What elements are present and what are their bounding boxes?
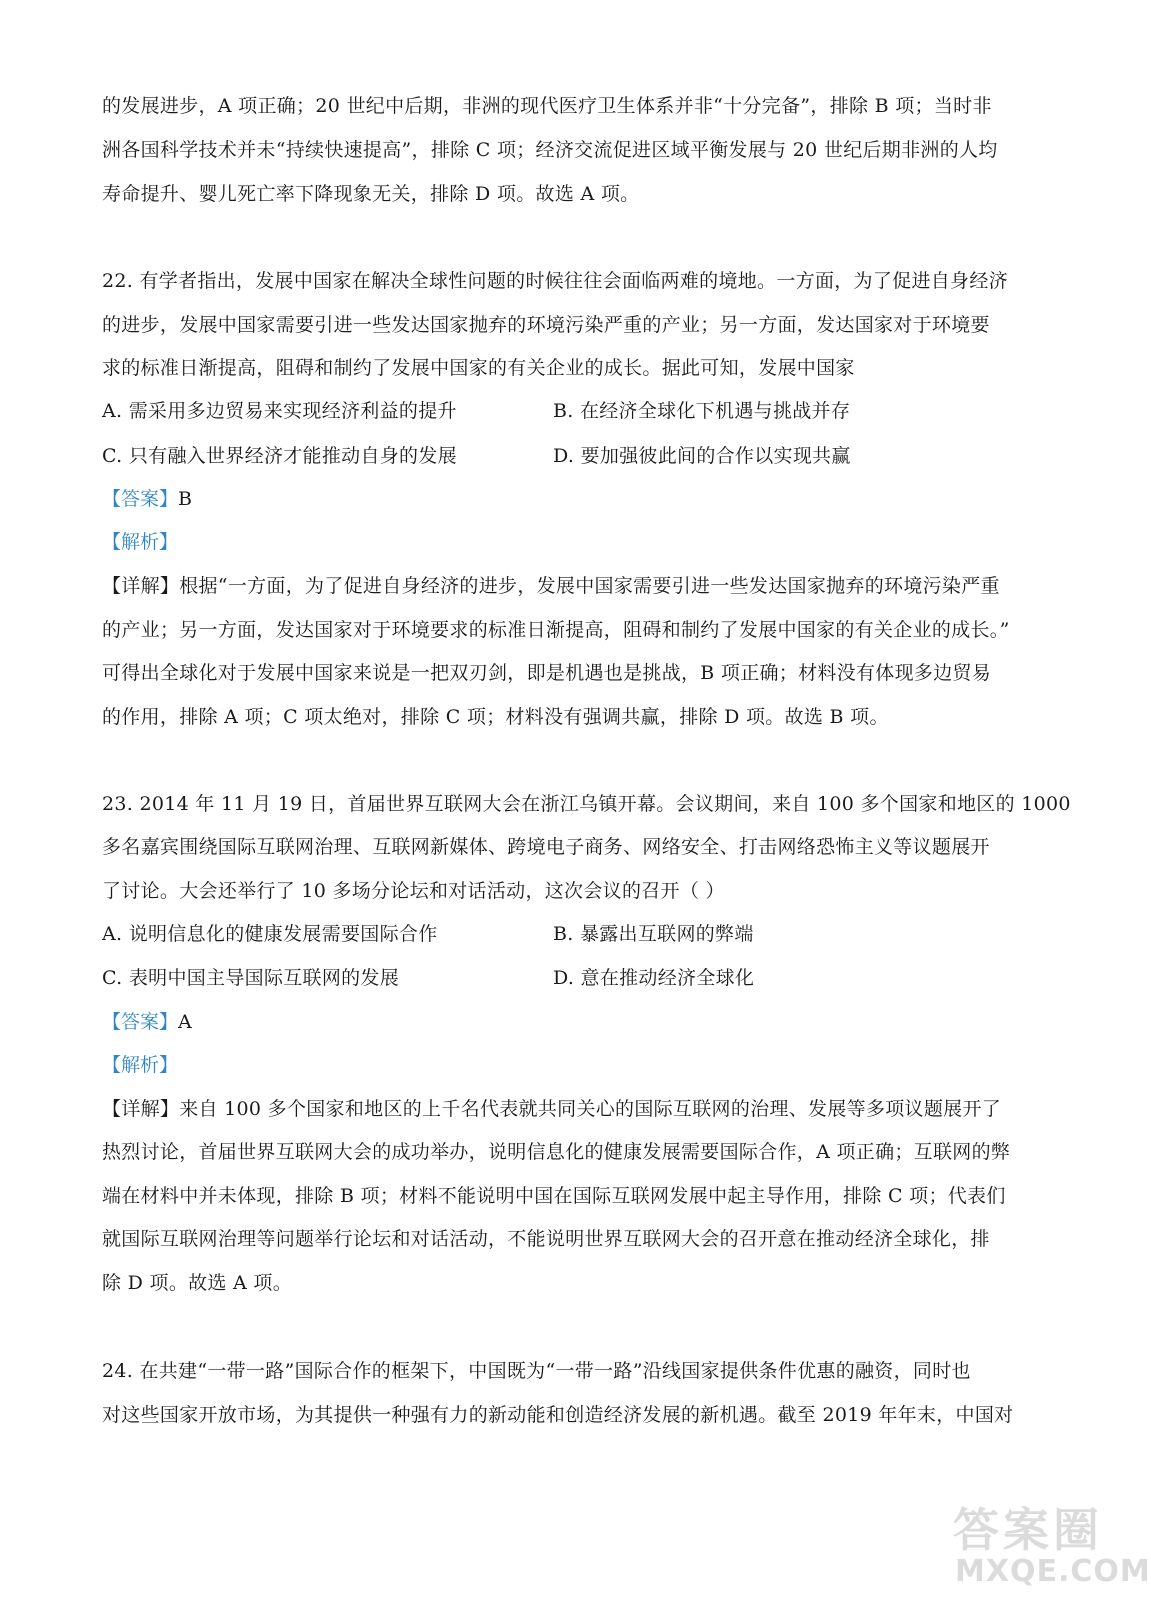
watermark-title: 答案圈 (953, 1503, 1103, 1557)
detail-text: 来自 100 多个国家和地区的上千名代表就共同关心的国际互联网的治理、发展等多项议题展开了 (179, 1098, 1002, 1120)
q23-option-b: B. 暴露出互联网的弊端 (553, 923, 754, 945)
q23-detail-line: 除 D 项。故选 A 项。 (102, 1272, 293, 1294)
q22-detail-line: 的作用，排除 A 项；C 项太绝对，排除 C 项；材料没有强调共赢，排除 D 项。故选 B 项。 (102, 706, 889, 728)
q22-analysis-row (102, 530, 178, 554)
analysis-tag: 【解析】 (102, 531, 179, 553)
q23-option-a: A. 说明信息化的健康发展需要国际合作 (102, 923, 438, 945)
detail-tag: 【详解】 (102, 1098, 180, 1120)
q23-detail-line: 就国际互联网治理等问题举行论坛和对话活动，不能说明世界互联网大会的召开意在推动经济全球化，排 (102, 1228, 990, 1250)
q22-option-c: C. 只有融入世界经济才能推动自身的发展 (102, 445, 457, 467)
intro-line: 洲各国科学技术并未“持续快速提高”，排除 C 项；经济交流促进区域平衡发展与 20 世纪后期非洲的人均 (102, 139, 998, 161)
answer-tag: 【答案】 (102, 1011, 179, 1033)
watermark-logo (917, 1494, 1151, 1594)
q22-detail-line: 的产业；另一方面，发达国家对于环境要求的标准日渐提高，阻碍和制约了发展中国家的有关企业的成长。” (102, 619, 1010, 641)
q23-detail-line (102, 1097, 1001, 1121)
q22-stem-line: 22. 有学者指出，发展中国家在解决全球性问题的时候往往会面临两难的境地。一方面，为了促进自身经济 (102, 270, 1008, 292)
analysis-tag: 【解析】 (102, 1054, 179, 1076)
detail-tag: 【详解】 (102, 575, 180, 597)
answer-tag: 【答案】 (102, 488, 179, 510)
q22-stem-line: 求的标准日渐提高，阻碍和制约了发展中国家的有关企业的成长。据此可知，发展中国家 (102, 357, 855, 379)
q22-option-b: B. 在经济全球化下机遇与挑战并存 (553, 400, 851, 422)
q23-detail-line: 端在材料中并未体现，排除 B 项；材料不能说明中国在国际互联网发展中起主导作用，排除 C 项；代表们 (102, 1185, 1006, 1207)
q24-stem-line: 对这些国家开放市场，为其提供一种强有力的新动能和创造经济发展的新机遇。截至 2019 年年末，中国对 (102, 1404, 1014, 1426)
intro-line: 寿命提升、婴儿死亡率下降现象无关，排除 D 项。故选 A 项。 (102, 183, 640, 205)
q23-option-c: C. 表明中国主导国际互联网的发展 (102, 967, 400, 989)
q23-stem-line: 了讨论。大会还举行了 10 多场分论坛和对话活动，这次会议的召开（ ） (102, 880, 725, 902)
detail-text: 根据“一方面，为了促进自身经济的进步，发展中国家需要引进一些发达国家抛弃的环境污染严重 (179, 575, 1000, 597)
answer-value: A (178, 1011, 192, 1033)
q23-stem-line: 23. 2014 年 11 月 19 日，首届世界互联网大会在浙江乌镇开幕。会议期间，来自 100 多个国家和地区的 1000 (102, 793, 1071, 815)
q23-option-d: D. 意在推动经济全球化 (553, 967, 755, 989)
q22-detail-line (102, 574, 1000, 598)
q22-option-a: A. 需采用多边贸易来实现经济利益的提升 (102, 400, 457, 422)
intro-line: 的发展进步，A 项正确；20 世纪中后期，非洲的现代医疗卫生体系并非“十分完备”，排除 B 项；当时非 (102, 95, 992, 117)
watermark-url: MXQE.COM (955, 1554, 1151, 1589)
q23-answer-row (102, 1010, 192, 1034)
q22-option-d: D. 要加强彼此间的合作以实现共赢 (553, 445, 851, 467)
q23-detail-line: 热烈讨论，首届世界互联网大会的成功举办，说明信息化的健康发展需要国际合作，A 项正确；互联网的弊 (102, 1141, 1011, 1163)
q24-stem-line: 24. 在共建“一带一路”国际合作的框架下，中国既为“一带一路”沿线国家提供条件优惠的融资，同时也 (102, 1360, 971, 1382)
q23-analysis-row (102, 1053, 178, 1077)
q22-stem-line: 的进步，发展中国家需要引进一些发达国家抛弃的环境污染严重的产业；另一方面，发达国家对于环境要 (102, 314, 990, 336)
answer-value: B (178, 488, 192, 510)
q22-answer-row (102, 487, 192, 511)
q23-stem-line: 多名嘉宾围绕国际互联网治理、互联网新媒体、跨境电子商务、网络安全、打击网络恐怖主义等议题展开 (102, 836, 990, 858)
q22-detail-line: 可得出全球化对于发展中国家来说是一把双刃剑，即是机遇也是挑战，B 项正确；材料没有体现多边贸易 (102, 662, 992, 684)
